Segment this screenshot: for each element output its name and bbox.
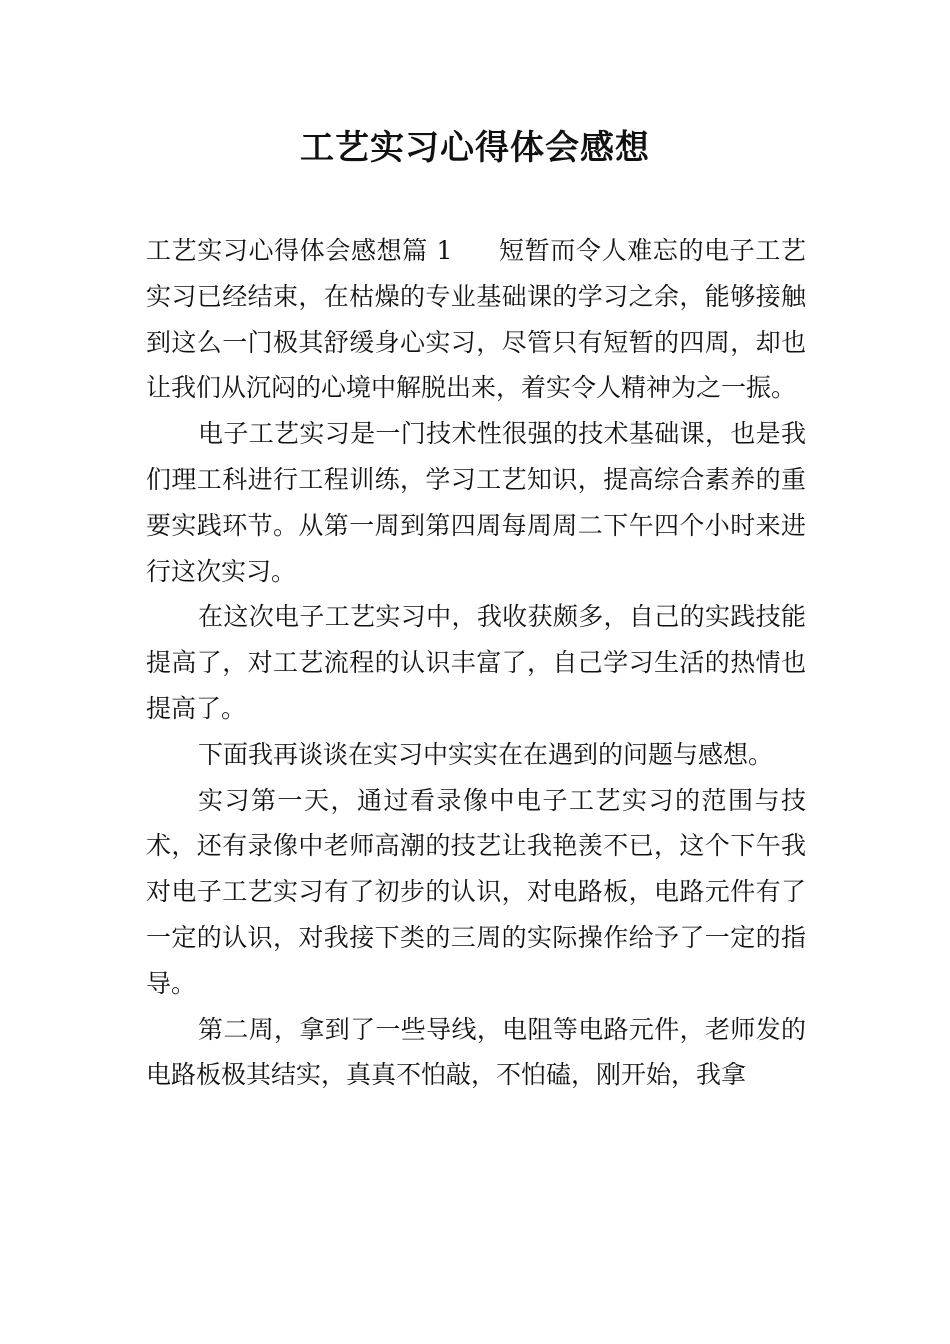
document-body	[146, 228, 806, 1098]
paragraph-4: 下面我再谈谈在实习中实实在在遇到的问题与感想。	[198, 739, 774, 769]
paragraph-5: 实习第一天，通过看录像中电子工艺实习的范围与技术，还有录像中老师高潮的技艺让我艳羡不已，这个下午我对电子工艺实习有了初步的认识，对电路板，电路元件有了一定的认识，对我接下类的三周的实际操作给予了一定的指导。	[146, 785, 806, 998]
section-heading: 工艺实习心得体会感想篇 1	[146, 236, 453, 265]
paragraph-2: 电子工艺实习是一门技术性很强的技术基础课，也是我们理工科进行工程训练，学习工艺知识，提高综合素养的重要实践环节。从第一周到第四周每周周二下午四个小时来进行这次实习。	[146, 419, 806, 586]
document-title: 工艺实习心得体会感想	[300, 128, 650, 168]
paragraph-3: 在这次电子工艺实习中，我收获颇多，自己的实践技能提高了，对工艺流程的认识丰富了，自己学习生活的热情也提高了。	[146, 602, 806, 723]
paragraph-1-text: 短暂而令人难忘的电子工艺实习已经结束，在枯燥的专业基础课的学习之余，能够接触到这么一门极其舒缓身心实习，尽管只有短暂的四周，却也让我们从沉闷的心境中解脱出来，着实令人精神为之一振。	[146, 236, 806, 403]
paragraph-1	[146, 228, 806, 411]
paragraph-6: 第二周，拿到了一些导线，电阻等电路元件，老师发的电路板极其结实，真真不怕敲，不怕磕，刚开始，我拿	[146, 1014, 806, 1090]
